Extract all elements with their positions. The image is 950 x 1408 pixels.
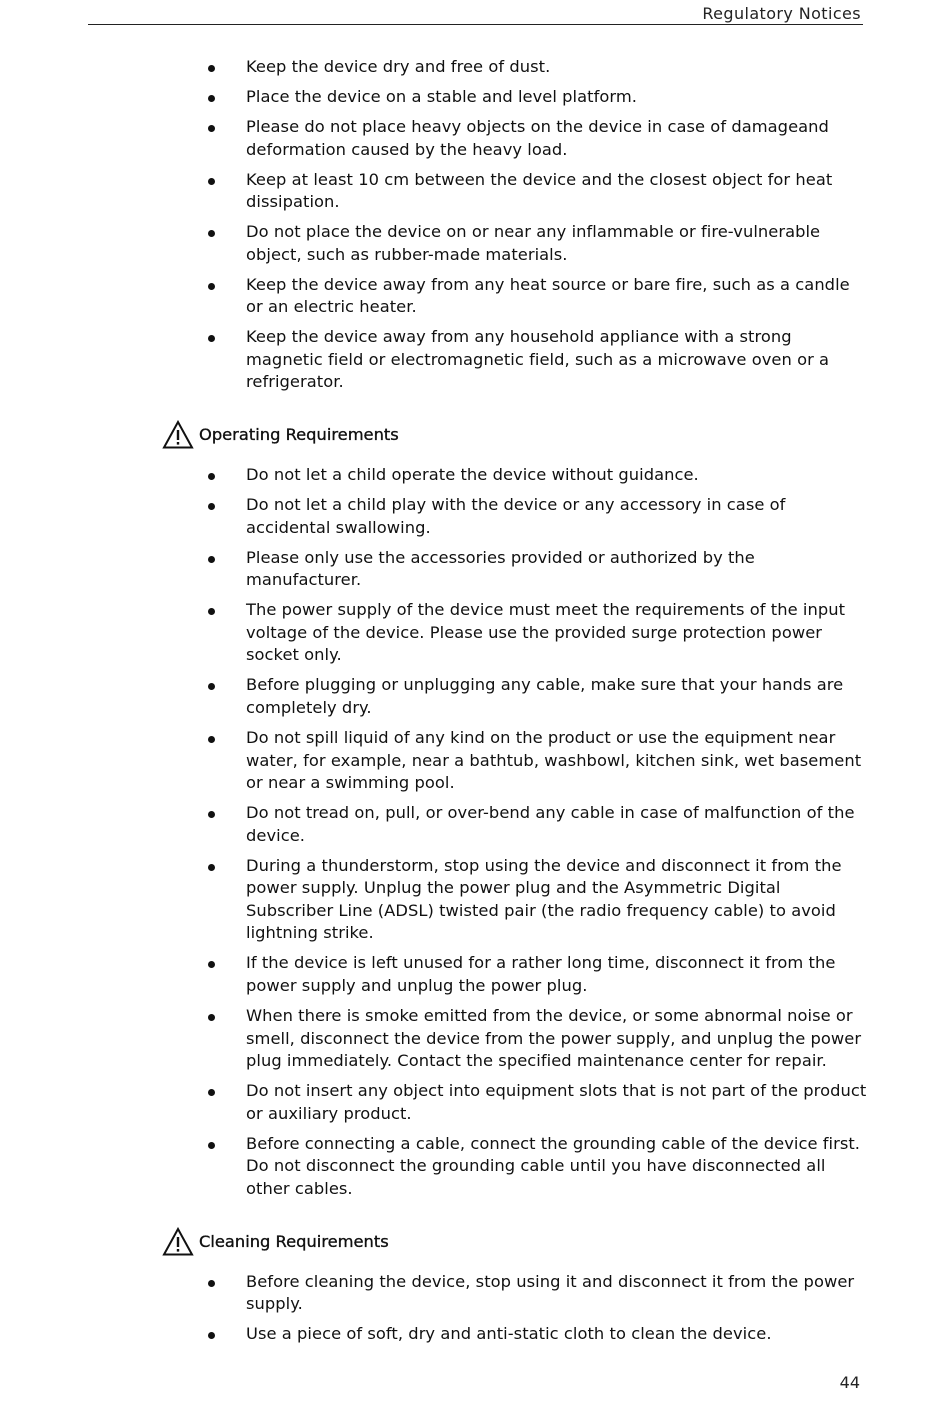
list-item-text: Do not insert any object into equipment slots that is not part of the product or auxiliary product. [246,1081,867,1123]
list-item-text: Do not tread on, pull, or over-bend any cable in case of malfunction of the device. [246,803,855,845]
list-item [0,599,950,667]
bullet-dot-icon [208,736,215,743]
list-item [0,169,950,214]
list-item-text: Before cleaning the device, stop using it and disconnect it from the power supply. [246,1271,855,1314]
list-item-text: Do not let a child operate the device without guidance. [246,465,699,485]
list-item-text: Please only use the accessories provided or authorized by the manufacturer. [246,547,755,590]
bullet-dot-icon [208,335,215,342]
bullet-dot-icon [208,556,215,563]
list-item-text: If the device is left unused for a rather long time, disconnect it from the power supply and unplug the power plug. [246,953,836,996]
running-header-title: Regulatory Notices [702,4,861,23]
list-item [0,855,950,945]
list-item-text: The power supply of the device must meet the requirements of the input voltage of the device. Please use the provided surge protection power socket only. [246,600,846,665]
bullet-dot-icon [208,473,215,480]
page-body [0,56,950,1353]
bullet-dot-icon [208,125,215,132]
list-item-text: Do not spill liquid of any kind on the product or use the equipment near water, for example, near a bathtub, washbowl, kitchen sink, wet basement or near a swimming pool. [246,727,862,793]
list-item-text: Keep the device dry and free of dust. [246,57,551,76]
operating-requirements-list [0,464,950,1201]
list-item [0,802,950,847]
bullet-dot-icon [208,1332,215,1339]
cleaning-requirements-heading [0,1227,950,1257]
list-item-text: Before connecting a cable, connect the grounding cable of the device first. Do not disconnect the grounding cable until you have disconnected all other cables. [246,1133,861,1198]
list-item [0,674,950,719]
bullet-dot-icon [208,283,215,290]
list-item-text: Keep the device away from any household appliance with a strong magnetic field or electromagnetic field, such as a microwave oven or a refrigerator. [246,327,830,392]
list-item-text: Keep the device away from any heat source or bare fire, such as a candle or an electric heater. [246,274,850,317]
bullet-dot-icon [208,864,215,871]
list-item-text: Do not place the device on or near any inflammable or fire-vulnerable object, such as rubber-made materials. [246,222,821,264]
list-item [0,952,950,997]
list-item-text: During a thunderstorm, stop using the device and disconnect it from the power supply. Unplug the power plug and the Asymmetric Digital Subscriber Line (ADSL) twisted pair (the radio frequency cable) to avoid lightning strike. [246,855,842,943]
bullet-dot-icon [208,503,215,510]
bullet-dot-icon [208,1089,215,1096]
section-title: Cleaning Requirements [199,1231,389,1251]
cleaning-requirements-list [0,1271,950,1346]
list-item [0,116,950,161]
bullet-dot-icon [208,961,215,968]
list-item-text: Place the device on a stable and level platform. [246,86,637,106]
list-item-text: Use a piece of soft, dry and anti-static cloth to clean the device. [246,1324,772,1344]
list-item [0,1271,950,1316]
list-item [0,494,950,539]
list-item [0,1323,950,1346]
list-item [0,1133,950,1201]
bullet-dot-icon [208,683,215,690]
bullet-dot-icon [208,65,215,72]
list-item [0,727,950,795]
list-item [0,56,950,79]
operating-requirements-heading [0,420,950,450]
section-title: Operating Requirements [199,425,399,445]
bullet-dot-icon [208,178,215,185]
warning-triangle-icon [162,420,194,450]
list-item-text: Please do not place heavy objects on the device in case of damageand deformation caused by the heavy load. [246,116,829,159]
list-item-text: Before plugging or unplugging any cable, make sure that your hands are completely dry. [246,675,844,717]
list-item [0,464,950,487]
bullet-dot-icon [208,1014,215,1021]
list-item [0,1005,950,1073]
page-number: 44 [839,1373,860,1392]
list-item [0,547,950,592]
environment-list [0,56,950,394]
header-divider [88,24,863,25]
bullet-dot-icon [208,608,215,615]
bullet-dot-icon [208,1142,215,1149]
list-item-text: Keep at least 10 cm between the device and the closest object for heat dissipation. [246,169,833,212]
bullet-dot-icon [208,811,215,818]
bullet-dot-icon [208,230,215,237]
list-item-text: When there is smoke emitted from the device, or some abnormal noise or smell, disconnect the device from the power supply, and unplug the power plug immediately. Contact the specified maintenance center for repair. [246,1006,862,1071]
list-item [0,1080,950,1125]
bullet-dot-icon [208,1280,215,1287]
list-item-text: Do not let a child play with the device or any accessory in case of accidental swallowing. [246,495,786,537]
list-item [0,274,950,319]
list-item [0,326,950,394]
list-item [0,221,950,266]
list-item [0,86,950,109]
warning-triangle-icon [162,1227,194,1257]
bullet-dot-icon [208,95,215,102]
